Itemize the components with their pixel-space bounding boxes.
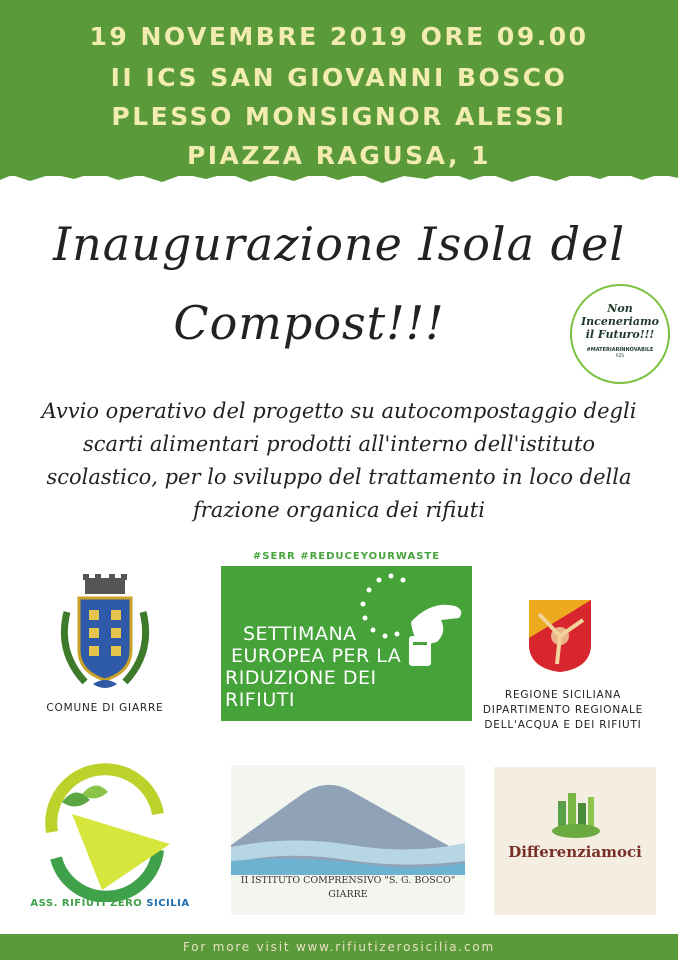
city-globe-icon [550, 789, 602, 839]
region-line-2: DIPARTIMENTO REGIONALE [482, 704, 644, 716]
header-plesso-line: PLESSO MONSIGNOR ALESSI [111, 102, 567, 131]
header-school-line: II ICS SAN GIOVANNI BOSCO [110, 63, 568, 92]
rzs-label [30, 898, 190, 909]
region-line-1: REGIONE SICILIANA [504, 689, 622, 701]
school-line-1: II ISTITUTO COMPRENSIVO "S. G. BOSCO" [240, 875, 456, 886]
description-line-3: scolastico, per lo sviluppo del trattamento in loco della [46, 465, 632, 489]
rzs-label-sicilia: SICILIA [146, 898, 190, 909]
giarre-coat-of-arms [55, 572, 155, 694]
badge-line-2: Inceneriamo [581, 315, 659, 328]
serr-line-4: RIFIUTI [225, 689, 295, 711]
title-line-1: Inaugurazione Isola del [52, 217, 626, 271]
school-volcano-illustration [231, 765, 465, 875]
serr-logo [221, 566, 472, 721]
header-address-line: PIAZZA RAGUSA, 1 [186, 141, 492, 170]
serr-line-2: EUROPEA PER LA [231, 645, 402, 667]
region-line-3: DELL'ACQUA E DEI RIFIUTI [484, 719, 642, 731]
school-line-2: GIARRE [328, 889, 368, 900]
badge-line-3: il Futuro!!! [585, 328, 655, 341]
differenziamoci-logo [494, 767, 656, 915]
giarre-label: COMUNE DI GIARRE [46, 702, 164, 714]
rifiuti-zero-sicilia-logo [32, 762, 182, 902]
serr-line-3: RIDUZIONE DEI [225, 667, 377, 689]
title-line-2: Compost!!! [173, 296, 445, 350]
sicily-trinacria-emblem [527, 598, 593, 674]
header-date-line: 19 NOVEMBRE 2019 ORE 09.00 [89, 22, 589, 51]
serr-line-1: SETTIMANA [243, 623, 357, 645]
badge-small: RZS [615, 353, 625, 358]
description-line-2: scarti alimentari prodotti all'interno dell'istituto [82, 432, 596, 456]
description-line-4: frazione organica dei rifiuti [193, 498, 485, 522]
badge-line-1: Non [607, 302, 633, 315]
badge-hashtag: #MATERIARINNOVABILE [586, 347, 654, 353]
non-inceneriamo-badge [570, 284, 670, 384]
serr-hashtags: #SERR #REDUCEYOURWASTE [252, 551, 441, 562]
differenziamoci-label: Differenziamoci [508, 843, 642, 861]
footer-website-text: For more visit www.rifiutizerosicilia.com [182, 940, 496, 954]
school-logo [231, 765, 465, 915]
description-line-1: Avvio operativo del progetto su autocompostaggio degli [41, 399, 637, 423]
rzs-label-main: ASS. RIFIUTI ZERO [30, 898, 143, 909]
